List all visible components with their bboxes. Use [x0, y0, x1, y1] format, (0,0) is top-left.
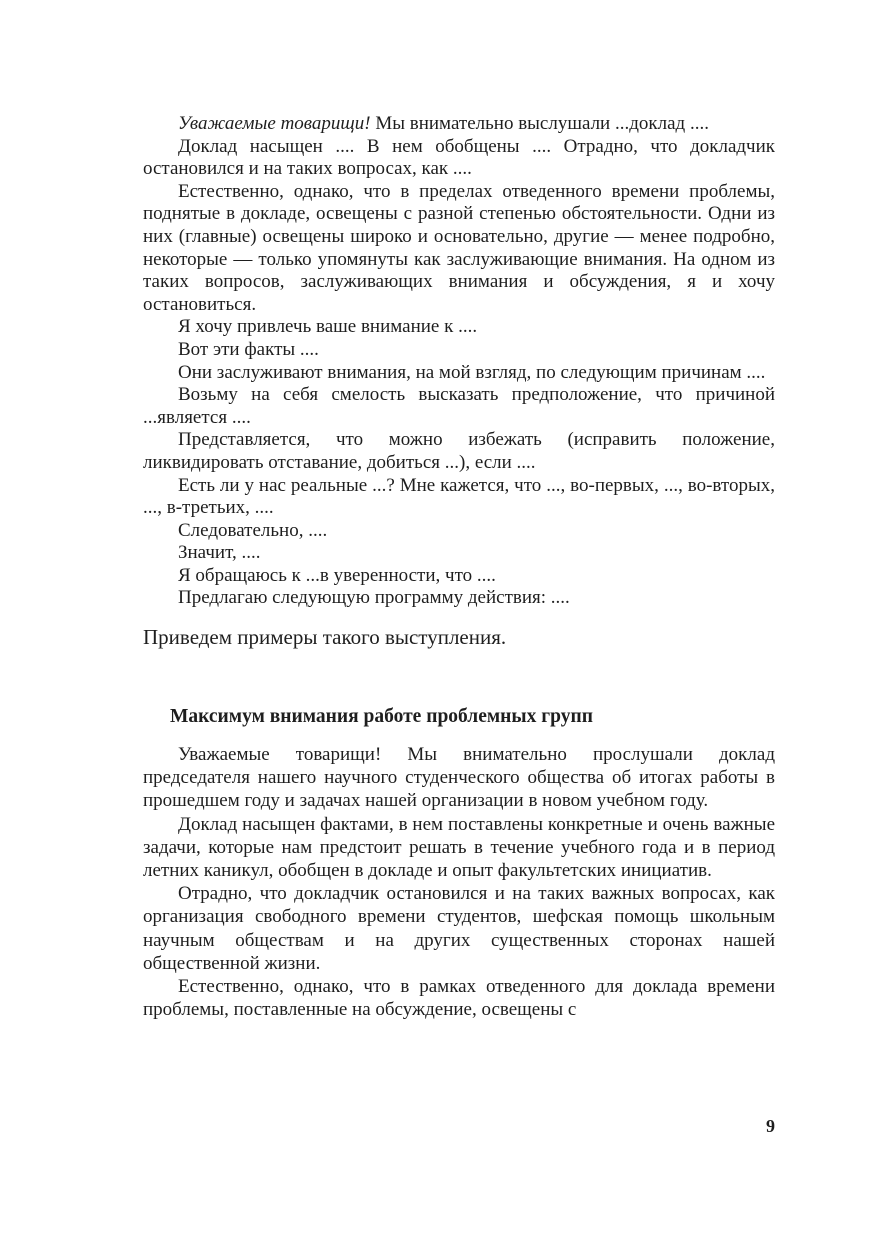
template-paragraph: Доклад насыщен .... В нем обобщены .... Отрадно, что докладчик остановился и на таких вопросах, как .... — [143, 135, 775, 180]
page-number: 9 — [766, 1116, 775, 1136]
speech-paragraph: Естественно, однако, что в рамках отведенного для доклада времени проблемы, поставленные на обсуждение, освещены с — [143, 976, 775, 1021]
template-paragraph: Значит, .... — [178, 542, 261, 564]
speech-template — [143, 113, 775, 610]
speech-paragraph: Отрадно, что докладчик остановился и на таких важных вопросах, как организация свободного времени студентов, шефская помощь школьным научным обществам и на других существенных сторонах нашей общественной жизни. — [143, 883, 775, 974]
template-paragraph: Они заслуживают внимания, на мой взгляд, по следующим причинам .... — [178, 361, 766, 383]
template-paragraph: Есть ли у нас реальные ...? Мне кажется, что ..., во-первых, ..., во-вторых, ..., в-третьих, .... — [143, 474, 775, 519]
template-paragraph: Следовательно, .... — [178, 519, 328, 541]
template-paragraph: Предлагаю следующую программу действия: .... — [178, 587, 570, 609]
speech-paragraph: Доклад насыщен фактами, в нем поставлены конкретные и очень важные задачи, которые нам предстоит решать в течение учебного года и в период летних каникул, обобщен в докладе и опыт факультетских инициатив. — [143, 813, 775, 882]
template-paragraph: Возьму на себя смелость высказать предположение, что причиной ...является .... — [143, 384, 775, 428]
template-paragraph: Я обращаюсь к ...в уверенности, что .... — [178, 564, 496, 586]
template-paragraph: Естественно, однако, что в пределах отведенного времени проблемы, поднятые в докладе, освещены с разной степенью обстоятельности. Одни из них (главные) освещены широко и основательно, другие — менее подробно, некоторые — только упомянуты как заслуживающие внимания. На одном из таких вопросов, заслуживающих внимания и обсуждения, я и хочу остановиться. — [143, 180, 775, 315]
template-greeting — [143, 113, 775, 136]
template-paragraph: Вот эти факты .... — [178, 338, 319, 360]
example-speech — [143, 743, 775, 1021]
greeting-rest: Мы внимательно выслушали ...доклад .... — [370, 113, 709, 134]
greeting-italic: Уважаемые товарищи! — [178, 113, 371, 134]
speech-paragraph: Уважаемые товарищи! Мы внимательно прослушали доклад председателя нашего научного студенческого общества об итогах работы в прошедшем году и задачах нашей организации в новом учебном году. — [143, 744, 775, 812]
template-paragraph: Я хочу привлечь ваше внимание к .... — [178, 316, 478, 338]
lead-text: Приведем примеры такого выступления. — [143, 625, 507, 650]
page-body — [143, 113, 775, 1022]
section-title: Максимум внимания работе проблемных групп — [170, 706, 593, 728]
template-paragraph: Представляется, что можно избежать (исправить положение, ликвидировать отставание, добиться ...), если .... — [143, 429, 775, 473]
